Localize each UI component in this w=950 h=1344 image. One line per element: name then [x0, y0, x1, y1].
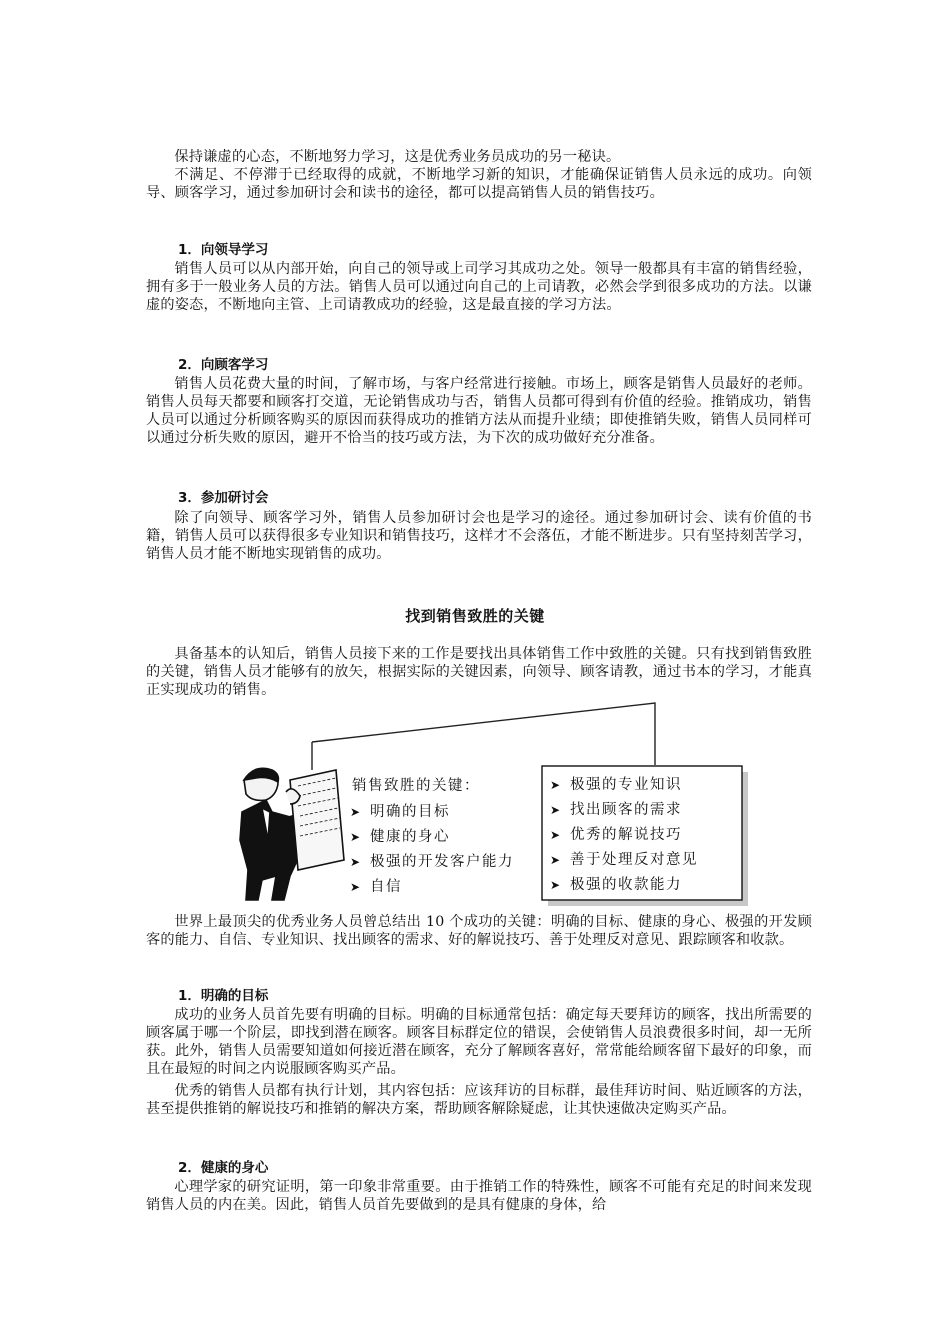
figure-right-item-2: 找出顾客的需求 — [570, 802, 682, 818]
heading-healthy-mind-body: 2．健康的身心 — [178, 1160, 269, 1176]
heading-learn-from-customers: 2．向顾客学习 — [178, 357, 269, 373]
body-healthy-mind-body: 心理学家的研究证明，第一印象非常重要。由于推销工作的特殊性，顾客不可能有充足的时间来发现销售人员的内在美。因此，销售人员首先要做到的是具有健康的身体，给 — [146, 1179, 812, 1213]
figure-right-item-3: 优秀的解说技巧 — [570, 827, 682, 843]
section-title: 找到销售致胜的关键 — [405, 607, 545, 625]
figure-left-item-1: 明确的目标 — [370, 804, 450, 820]
figure-left-item-2: 健康的身心 — [370, 829, 450, 845]
figure-left-item-4: 自信 — [370, 879, 402, 895]
figure-left-item-3: 极强的开发客户能力 — [370, 854, 514, 870]
body-learn-from-leaders: 销售人员可以从内部开始，向自己的领导或上司学习其成功之处。领导一般都具有丰富的销售经验，拥有多于一般业务人员的方法。销售人员可以通过向自己的上司请教，必然会学到很多成功的方法。以谦虚的姿态，不断地向主管、上司请教成功的经验，这是最直接的学习方法。 — [146, 261, 812, 313]
board-top-edge — [312, 703, 655, 765]
figure-right-arrow-5: ➤ — [550, 878, 561, 892]
figure-left-arrow-2: ➤ — [350, 830, 361, 844]
figure-right-item-1: 极强的专业知识 — [570, 777, 682, 793]
figure-right-arrow-3: ➤ — [550, 828, 561, 842]
section-intro-paragraph: 具备基本的认知后，销售人员接下来的工作是要找出具体销售工作中致胜的关键。只有找到销售致胜的关键，销售人员才能够有的放矢，根据实际的关键因素，向领导、顾客请教，通过书本的学习，才能真正实现成功的销售。 — [146, 646, 812, 698]
summary-paragraph: 世界上最顶尖的优秀业务人员曾总结出 10 个成功的关键：明确的目标、健康的身心、极强的开发顾客的能力、自信、专业知识、找出顾客的需求、好的解说技巧、善于处理反对意见、跟踪顾客和收款。 — [146, 914, 812, 948]
figure-right-item-5: 极强的收款能力 — [570, 877, 682, 893]
body-attend-seminars: 除了向领导、顾客学习外，销售人员参加研讨会也是学习的途径。通过参加研讨会、读有价值的书籍，销售人员可以获得很多专业知识和销售技巧，这样才不会落伍，才能不断进步。只有坚持刻苦学习，销售人员才能不断地实现销售的成功。 — [146, 510, 812, 562]
heading-learn-from-leaders: 1．向领导学习 — [178, 242, 269, 258]
figure-right-arrow-2: ➤ — [550, 803, 561, 817]
body-clear-goals-2: 优秀的销售人员都有执行计划，其内容包括：应该拜访的目标群，最佳拜访时间、贴近顾客的方法，甚至提供推销的解说技巧和推销的解决方案，帮助顾客解除疑虑，让其快速做决定购买产品。 — [146, 1083, 812, 1117]
figure-right-arrow-1: ➤ — [550, 778, 561, 792]
figure-left-arrow-4: ➤ — [350, 880, 361, 894]
figure-heading: 销售致胜的关键： — [352, 778, 480, 794]
salesman-illustration — [240, 768, 344, 900]
body-clear-goals-1: 成功的业务人员首先要有明确的目标。明确的目标通常包括：确定每天要拜访的顾客，找出所需要的顾客属于哪一个阶层，即找到潜在顾客。顾客目标群定位的错误，会使销售人员浪费很多时间，却一无所获。此外，销售人员需要知道如何接近潜在顾客，充分了解顾客喜好，常常能给顾客留下最好的印象，而且在最短的时间之内说服顾客购买产品。 — [146, 1007, 812, 1077]
figure-right-item-4: 善于处理反对意见 — [570, 852, 698, 868]
figure-left-arrow-3: ➤ — [350, 855, 361, 869]
intro-paragraph-2: 不满足、不停滞于已经取得的成就，不断地学习新的知识，才能确保证销售人员永远的成功。向领导、顾客学习，通过参加研讨会和读书的途径，都可以提高销售人员的销售技巧。 — [146, 167, 812, 201]
heading-clear-goals: 1．明确的目标 — [178, 988, 269, 1004]
figure-left-arrow-1: ➤ — [350, 805, 361, 819]
figure-right-arrow-4: ➤ — [550, 853, 561, 867]
body-learn-from-customers: 销售人员花费大量的时间，了解市场，与客户经常进行接触。市场上，顾客是销售人员最好的老师。销售人员每天都要和顾客打交道，无论销售成功与否，销售人员都可得到有价值的经验。推销成功，销售人员可以通过分析顾客购买的原因而获得成功的推销方法从而提升业绩；即使推销失败，销售人员同样可以通过分析失败的原因，避开不恰当的技巧或方法，为下次的成功做好充分准备。 — [146, 376, 812, 446]
heading-attend-seminars: 3．参加研讨会 — [178, 490, 269, 506]
sales-keys-figure — [232, 700, 752, 910]
intro-paragraph-1: 保持谦虚的心态，不断地努力学习，这是优秀业务员成功的另一秘诀。 — [174, 149, 621, 165]
